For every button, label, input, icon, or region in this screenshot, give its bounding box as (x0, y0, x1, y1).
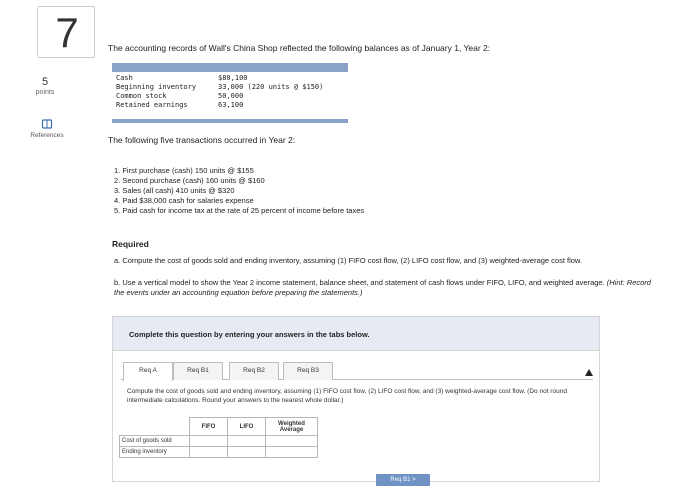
list-item: 3. Sales (all cash) 410 units @ $320 (114, 186, 235, 195)
ending-inventory-fifo-input[interactable] (190, 447, 228, 458)
row-label-cost-of-goods-sold: Cost of goods sold (120, 436, 190, 447)
required-title: Required (112, 239, 149, 249)
column-header-lifo: LIFO (228, 418, 266, 436)
transactions-intro: The following five transactions occurred in Year 2: (108, 135, 296, 145)
transactions-list (114, 166, 364, 216)
panel-header (113, 317, 599, 351)
book-icon (41, 118, 53, 130)
list-item: 4. Paid $38,000 cash for salaries expense (114, 196, 254, 205)
references-label: References (30, 132, 64, 139)
problem-intro: The accounting records of Wall's China Shop reflected the following balances as of January 1, Year 2: (108, 43, 491, 53)
answer-panel (112, 316, 600, 482)
required-part-b-text: b. Use a vertical model to show the Year 2 income statement, balance sheet, and statement of cash flows under FIFO, LIFO, and weighted average. (114, 278, 607, 287)
column-header-fifo: FIFO (190, 418, 228, 436)
table-bottom-bar (112, 119, 348, 123)
table-row (120, 447, 318, 458)
answer-grid (119, 417, 318, 458)
required-part-a: a. Compute the cost of goods sold and ending inventory, assuming (1) FIFO cost flow, (2) LIFO cost flow, and (3) weighted-average cost flow. (114, 256, 583, 265)
list-item: 2. Second purchase (cash) 160 units @ $160 (114, 176, 265, 185)
tab-instructions: Compute the cost of goods sold and ending inventory, assuming (1) FIFO cost flow, (2) LIFO cost flow, and (3) weighted-average cost flow. (Do not round intermediate calculations. Round your answers to the nearest whole dollar.) (127, 388, 567, 404)
question-number-box (37, 6, 95, 58)
list-item: 1. First purchase (cash) 150 units @ $155 (114, 166, 254, 175)
balance-row: Cash $80,100 (116, 74, 248, 82)
required-part-b-hint: (Hint: Record the events under an accounting equation before preparing the statements.) (114, 278, 651, 297)
ending-inventory-weighted-average-input[interactable] (266, 447, 318, 458)
question-number: 7 (55, 9, 79, 56)
table-top-bar (112, 63, 348, 72)
table-row (120, 436, 318, 447)
cogs-lifo-input[interactable] (228, 436, 266, 447)
cogs-weighted-average-input[interactable] (266, 436, 318, 447)
tab-req-b1[interactable]: Req B1 (173, 362, 223, 380)
balance-row: Beginning inventory 33,000 (220 units @ $150) (116, 83, 324, 91)
balance-row: Retained earnings 63,100 (116, 101, 244, 109)
list-item: 5. Paid cash for income tax at the rate of 25 percent of income before taxes (114, 206, 365, 215)
row-label-ending-inventory: Ending inventory (120, 447, 190, 458)
references-button[interactable] (22, 118, 72, 139)
ending-inventory-lifo-input[interactable] (228, 447, 266, 458)
next-tab-button[interactable]: Req B1 > (376, 474, 430, 486)
tab-req-a[interactable]: Req A (123, 362, 173, 381)
balance-row: Common stock 50,000 (116, 92, 244, 100)
column-header-weighted-average: Weighted Average (266, 418, 318, 436)
required-part-b (114, 278, 662, 298)
tab-req-b2[interactable]: Req B2 (229, 362, 279, 380)
opening-balances-table (112, 63, 348, 123)
mouse-cursor-icon (585, 369, 593, 376)
cogs-fifo-input[interactable] (190, 436, 228, 447)
points-label: points (35, 89, 55, 96)
requirement-tabs (121, 358, 593, 380)
panel-header-text: Complete this question by entering your answers in the tabs below. (129, 330, 370, 339)
tab-req-b3[interactable]: Req B3 (283, 362, 333, 380)
points-indicator (20, 76, 70, 97)
points-value: 5 (41, 76, 49, 88)
